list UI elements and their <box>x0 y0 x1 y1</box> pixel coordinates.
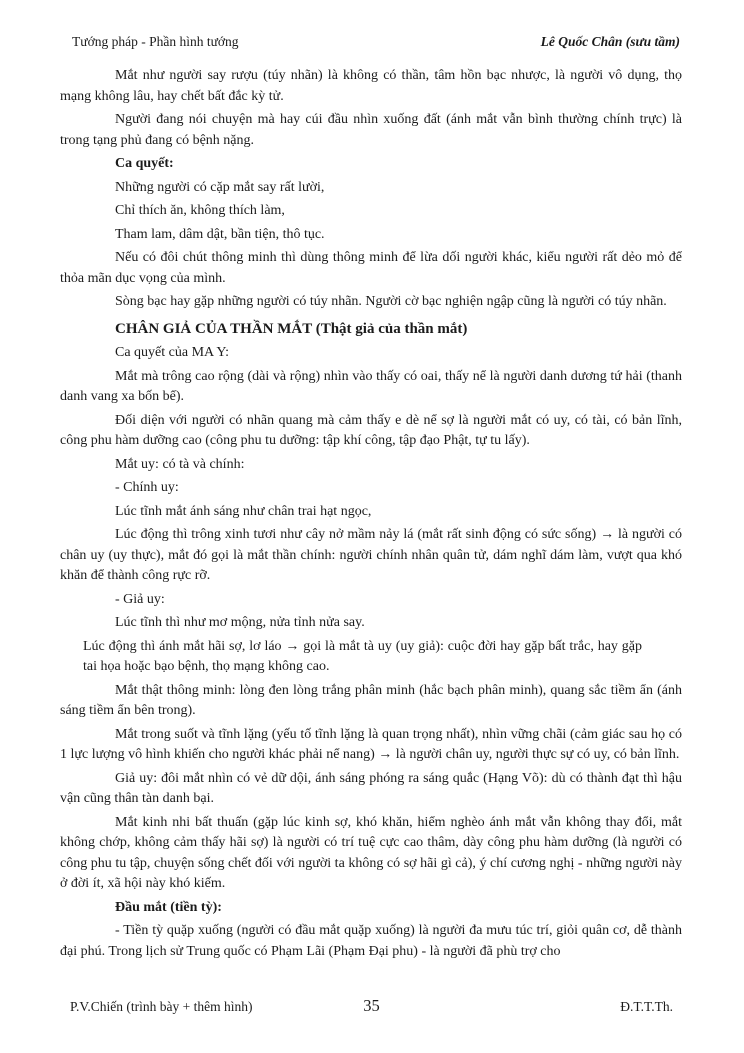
document-body <box>60 66 682 965</box>
section-heading: CHÂN GIẢ CỦA THẦN MẮT (Thật giả của thần mắt) <box>115 320 468 337</box>
paragraph: Lúc tĩnh thì như mơ mộng, nửa tỉnh nửa say. <box>115 615 365 630</box>
page-header <box>72 34 680 50</box>
paragraph: Sòng bạc hay gặp những người có túy nhãn. Người cờ bạc nghiện ngập cũng là người có túy nhãn. <box>115 294 667 309</box>
paragraph: Những người có cặp mắt say rất lười, <box>115 179 325 195</box>
paragraph: - Giả uy: <box>115 591 165 607</box>
paragraph: Mắt mà trông cao rộng (dài và rộng) nhìn vào thấy có oai, thấy nể là người danh dương tứ hải (thanh danh vang xa bốn bể). <box>60 368 682 404</box>
paragraph: Lúc động thì trông xinh tươi như cây nở mầm nảy lá (mắt rất sinh động có sức sống) → là người có chân uy (uy thực), mắt đó gọi là mắt thần chính: người chính nhân quân tử, dám nghĩ dám làm, vượt qua khó khăn để thành công rực rỡ. <box>60 527 682 583</box>
paragraph: Ca quyết của MA Y: <box>115 345 230 360</box>
paragraph: - Chính uy: <box>115 480 179 495</box>
header-running-title: Tướng pháp - Phần hình tướng <box>72 34 239 49</box>
paragraph: - Tiền tỳ quặp xuống (người có đầu mắt quặp xuống) là người đa mưu túc trí, giỏi quân cơ, dễ thành đại phú. Trong lịch sử Trung quốc có Phạm Lãi (Phạm Đại phu) - là người đã phù trợ cho <box>60 923 682 959</box>
paragraph: Nếu có đôi chút thông minh thì dùng thông minh để lừa dối người khác, kiểu người rất dẻo mỏ để thỏa mãn dục vọng của mình. <box>60 250 682 286</box>
paragraph: Chỉ thích ăn, không thích làm, <box>115 203 285 218</box>
paragraph: Đối diện với người có nhãn quang mà cảm thấy e dè nể sợ là người mắt có uy, có tài, có bản lĩnh, công phu hàm dưỡng cao (công phu tu dưỡng: tập khí công, tập đạo Phật, tự tu lấy). <box>60 412 682 448</box>
paragraph: Mắt uy: có tà và chính: <box>115 456 245 472</box>
paragraph: Đầu mắt (tiền tỳ): <box>115 899 222 915</box>
paragraph: Tham lam, dâm dật, bần tiện, thô tục. <box>115 226 325 242</box>
paragraph: Lúc động thì ánh mắt hãi sợ, lơ láo → gọi là mắt tà uy (uy giả): cuộc đời hay gặp bất trắc, hay gặp tai họa hoặc bạo bệnh, thọ mạng không cao. <box>83 638 642 674</box>
paragraph: Mắt như người say rượu (túy nhãn) là không có thần, tâm hồn bạc nhược, là người vô dụng, thọ mạng không lâu, hay chết bất đắc kỳ tử. <box>60 68 682 104</box>
footer-credit: P.V.Chiến (trình bày + thêm hình) <box>70 999 253 1014</box>
paragraph: Ca quyết: <box>115 156 174 171</box>
paragraph: Người đang nói chuyện mà hay cúi đầu nhìn xuống đất (ánh mắt vẫn bình thường chính trực) là trong tạng phủ đang có bệnh nặng. <box>60 112 682 148</box>
paragraph: Mắt thật thông minh: lòng đen lòng trắng phân minh (hắc bạch phân minh), quang sắc tiềm ẩn (ánh sáng tiềm ẩn bên trong). <box>60 682 682 718</box>
page-number: 35 <box>363 996 380 1015</box>
paragraph: Mắt trong suốt và tĩnh lặng (yếu tố tĩnh lặng là quan trọng nhất), nhìn vững chãi (cảm giác sau họ có 1 lực lượng vô hình khiến cho người khác phải nể nang) → là người chân uy, người thực sự có uy, có bản lĩnh. <box>60 726 682 762</box>
paragraph: Mắt kinh nhi bất thuấn (gặp lúc kinh sợ, khó khăn, hiểm nghèo ánh mắt vẫn không thay đổi, mắt không chớp, không cảm thấy hãi sợ) là người có trí tuệ cực cao thâm, dày công phu hàm dưỡng (là người có công phu tu tập, chuyện sống chết đối với người ta không có sợ hãi gì cả), ý chí cương nghị - những người này ở đời ít, xã hội này khó kiếm. <box>60 814 682 891</box>
header-author: Lê Quốc Chân (sưu tầm) <box>540 34 680 49</box>
paragraph: Lúc tĩnh mắt ánh sáng như chân trai hạt ngọc, <box>115 503 372 519</box>
paragraph: Giả uy: đôi mắt nhìn có vẻ dữ dội, ánh sáng phóng ra sáng quắc (Hạng Võ): dù có thành đạt thì hậu vận cũng thân tàn danh bại. <box>60 770 682 806</box>
page-footer <box>70 996 673 1016</box>
footer-initials: Đ.T.T.Th. <box>620 999 673 1014</box>
